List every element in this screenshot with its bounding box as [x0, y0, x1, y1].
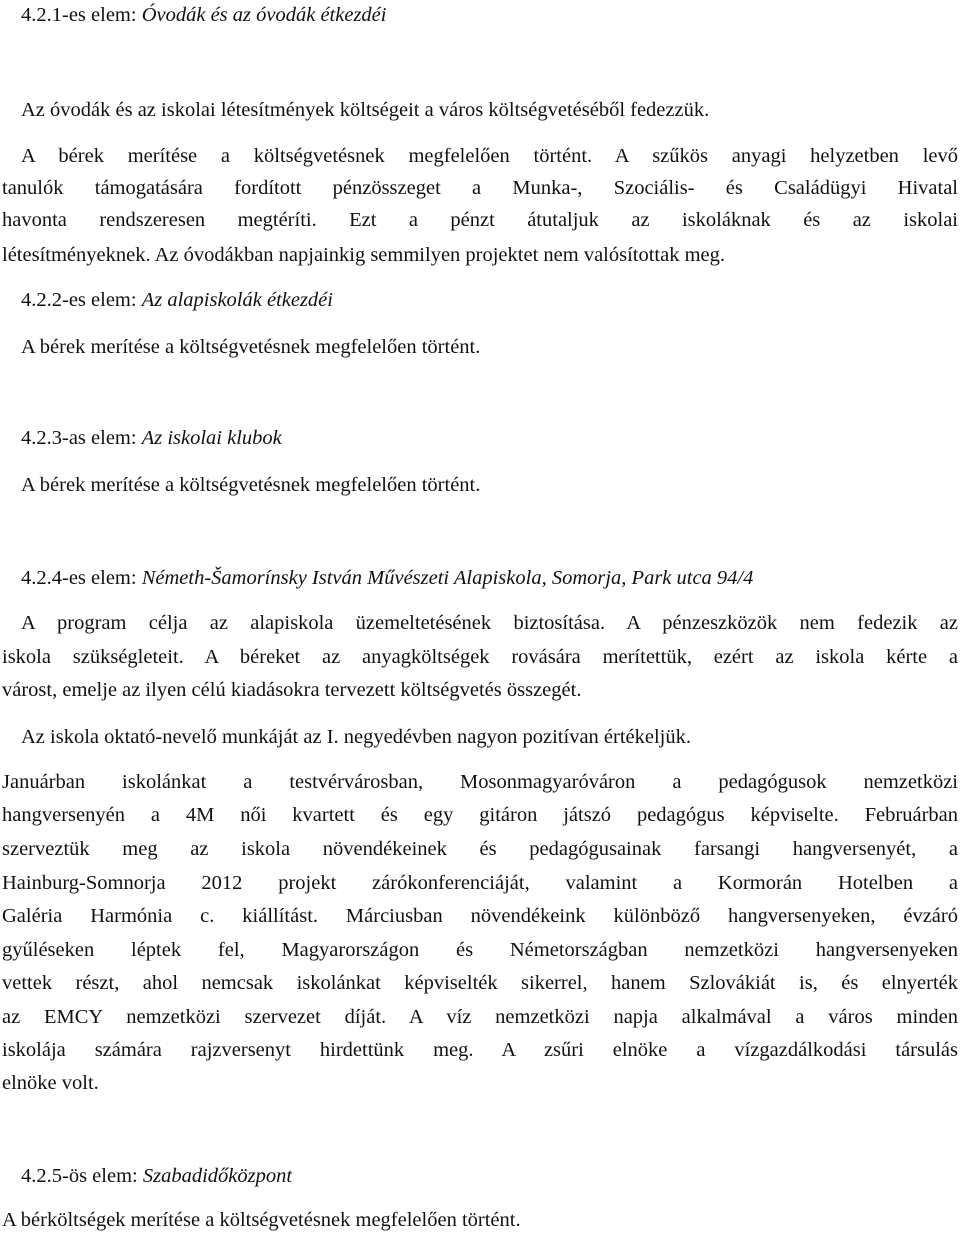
paragraph-line: Galéria Harmónia c. kiállítást. Márciusban növendékeink különböző hangversenyeken, évzáró: [2, 905, 958, 927]
paragraph-line: Hainburg-Somnorja 2012 projekt zárókonferenciáját, valamint a Kormorán Hotelben a: [2, 872, 958, 894]
section-heading-422: [21, 287, 333, 313]
paragraph-line: iskola szükségleteit. A béreket az anyagköltségek rovására merítettük, ezért az iskola kérte a: [2, 646, 958, 668]
paragraph-line: szerveztük meg az iskola növendékeinek és pedagógusainak farsangi hangversenyét, a: [2, 838, 958, 860]
paragraph-line: az EMCY nemzetközi szervezet díját. A víz nemzetközi napja alkalmával a város minden: [2, 1006, 958, 1028]
section-heading-425: [21, 1163, 292, 1189]
section-heading-number: 4.2.4-es elem:: [21, 567, 137, 589]
paragraph-line: elnöke volt.: [2, 1072, 99, 1094]
section-heading-421: [21, 2, 386, 28]
paragraph-line: gyűléseken léptek fel, Magyarországon és Németországban nemzetközi hangversenyeken: [2, 939, 958, 961]
paragraph-line: A program célja az alapiskola üzemeltetésének biztosítása. A pénzeszközök nem fedezik az: [21, 612, 958, 634]
paragraph-line: Januárban iskolánkat a testvérvárosban, Mosonmagyaróváron a pedagógusok nemzetközi: [2, 771, 958, 793]
paragraph-line: tanulók támogatására fordított pénzösszeget a Munka-, Szociális- és Családügyi Hivatal: [2, 177, 958, 199]
paragraph-line: A bérek merítése a költségvetésnek megfelelően történt.: [21, 474, 481, 496]
paragraph-line: létesítményeknek. Az óvodákban napjainkig semmilyen projektet nem valósítottak meg.: [2, 244, 726, 266]
paragraph-line: A bérköltségek merítése a költségvetésnek megfelelően történt.: [2, 1209, 521, 1231]
section-heading-423: [21, 425, 282, 451]
section-heading-424: [21, 565, 753, 591]
section-heading-title: Az iskolai klubok: [141, 427, 282, 449]
section-heading-number: 4.2.1-es elem:: [21, 4, 137, 26]
section-heading-title: Németh-Šamorínsky István Művészeti Alapiskola, Somorja, Park utca 94/4: [141, 567, 754, 589]
paragraph-line: hangversenyén a 4M női kvartett és egy gitáron játszó pedagógus képviselte. Februárban: [2, 804, 958, 826]
paragraph-line: Az iskola oktató-nevelő munkáját az I. negyedévben nagyon pozitívan értékeljük.: [21, 726, 692, 748]
paragraph-line: havonta rendszeresen megtéríti. Ezt a pénzt átutaljuk az iskoláknak és az iskolai: [2, 209, 958, 231]
section-heading-number: 4.2.2-es elem:: [21, 289, 137, 311]
section-heading-number: 4.2.5-ös elem:: [21, 1165, 138, 1187]
paragraph-line: A bérek merítése a költségvetésnek megfelelően történt. A szűkös anyagi helyzetben levő: [21, 145, 958, 167]
section-heading-number: 4.2.3-as elem:: [21, 427, 137, 449]
paragraph-line: várost, emelje az ilyen célú kiadásokra tervezett költségvetés összegét.: [2, 679, 582, 701]
paragraph-line: iskolája számára rajzversenyt hirdettünk meg. A zsűri elnöke a vízgazdálkodási társulás: [2, 1039, 958, 1061]
paragraph-line: vettek részt, ahol nemcsak iskolánkat képviselték sikerrel, hanem Szlovákiát is, és elnyerték: [2, 972, 958, 994]
section-heading-title: Szabadidőközpont: [142, 1165, 293, 1187]
paragraph-line: A bérek merítése a költségvetésnek megfelelően történt.: [21, 336, 481, 358]
section-heading-title: Óvodák és az óvodák étkezdéi: [141, 4, 387, 26]
paragraph-line: Az óvodák és az iskolai létesítmények költségeit a város költségvetéséből fedezzük.: [21, 99, 710, 121]
section-heading-title: Az alapiskolák étkezdéi: [141, 289, 333, 311]
